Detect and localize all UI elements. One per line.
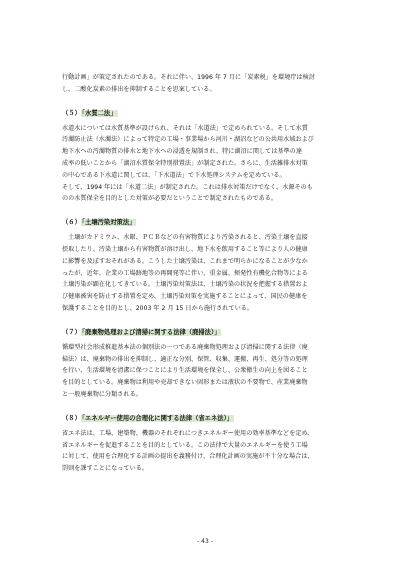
body-line: 汚濁防止法（水濁法）によって特定の工場・事業場から河川・湖沼などの公共用水域および <box>62 136 314 144</box>
body-line: 土壌がカドミウム、水銀、ＰＣＢなどの有害物質により汚染されると、汚染土壌を直接 <box>68 234 308 242</box>
body-line: 保護することを目的とし、2003 年 2 月 15 日から施行されている。 <box>62 304 254 312</box>
section-5-heading <box>62 108 354 119</box>
body-line: 成率の低いことから「湖沼水質保全特別措置法」が制定された。さらに、生活雑排水対策 <box>62 159 308 167</box>
body-line: 循環型社会形成推進基本法の個別法の一つである廃棄物処理および清掃に関する法律（廃 <box>62 343 308 351</box>
section-number: （５） <box>62 109 81 117</box>
intro-line: 行動計画」が策定されたのである。それに伴い、1996 年 7 月に「炭素税」を環境庁は検討 <box>62 74 315 81</box>
intro-paragraph <box>62 72 354 96</box>
section-7-body <box>62 342 354 401</box>
body-line: び健康被害を防止する措置を定め、土壌汚染対策を実施することによって、国民の健康を <box>62 293 308 301</box>
body-line: 土壌汚染が顕在化してきている。土壌汚染対策法は、土壌汚染の状況を把握する措置およ <box>62 281 308 289</box>
section-8-body <box>62 428 354 475</box>
body-line: そして、1994 年には「水道二法」が制定された。これは排水対策だけでなく、水源そのも <box>62 183 313 191</box>
body-line: 省エネルギーを促進することを目的としている。この法律で大量のエネルギーを使う工場 <box>62 441 308 449</box>
page-number: - 43 - <box>197 538 213 545</box>
section-5-body <box>62 123 354 206</box>
body-line: 省エネ法は、工場、建築物、機器のそれぞれにつきエネルギー使用の効率基準などを定め、 <box>62 429 314 437</box>
body-line: 地下水への汚濁物質の排水と地下水への浸透を規制され、特に湖沼に関しては基準の達 <box>62 148 302 156</box>
body-line: 掃法）は、廃棄物の排出を抑制し、適正な分別、保管、収集、運搬、再生、処分等の処理 <box>62 355 308 363</box>
intro-line: し、二酸化炭素の排出を抑制することを思案している。 <box>62 85 216 93</box>
body-line: を目的としている。廃棄物は利用や売却できない固形または液状の不要物で、産業廃棄物 <box>62 379 308 387</box>
section-8-heading <box>62 413 354 424</box>
section-number: （８） <box>62 414 81 422</box>
body-line: 水道水については水質基準が設けられ、それは「水道法」で定められている。そして水質 <box>62 124 308 132</box>
body-line: 摂取したり、汚染土壌から有害物質が溶け出し、地下水を飲用すること等により人の健康 <box>62 245 308 253</box>
section-7-heading <box>62 327 354 338</box>
section-title: 「廃棄物処理および清掃に関する法律（廃掃法）」 <box>81 328 221 336</box>
section-number: （６） <box>62 219 81 227</box>
body-line: と一般廃棄物に分類される。 <box>62 390 142 398</box>
page-content <box>62 72 354 475</box>
section-title: 「水質二法」 <box>81 109 117 117</box>
section-title: 「エネルギー使用の合理化に関する法律（省エネ法）」 <box>81 414 234 422</box>
body-line: 罰則を課すことになっている。 <box>62 465 149 473</box>
body-line: のの水質保全を目的とした対策が必要だということで制定されたものである。 <box>62 195 278 203</box>
section-title: 「土壌汚染対策法」 <box>81 219 136 227</box>
body-line: ったが、近年、企業の工場跡地等の再開発等に伴い、重金属、揮発性有機化合物等による <box>62 269 308 277</box>
body-line: に影響を及ぼすおそれがある。こうした土壌汚染は、これまで明らかになることが少なか <box>62 257 308 265</box>
section-6-body <box>62 232 354 315</box>
section-6-heading <box>62 217 354 228</box>
body-line: の中心である下水道に関しては、「下水道法」で下水処理システムを定めている。 <box>62 171 286 179</box>
section-number: （７） <box>62 328 81 336</box>
body-line: に対して、使用を合理化する計画の提出を義務付け、合理化計画の実施が不十分な場合は、 <box>62 453 314 461</box>
body-line: を行い、生活環境を清潔に保つことにより生活環境を保全し、公衆衛生の向上を図ること <box>62 367 308 375</box>
